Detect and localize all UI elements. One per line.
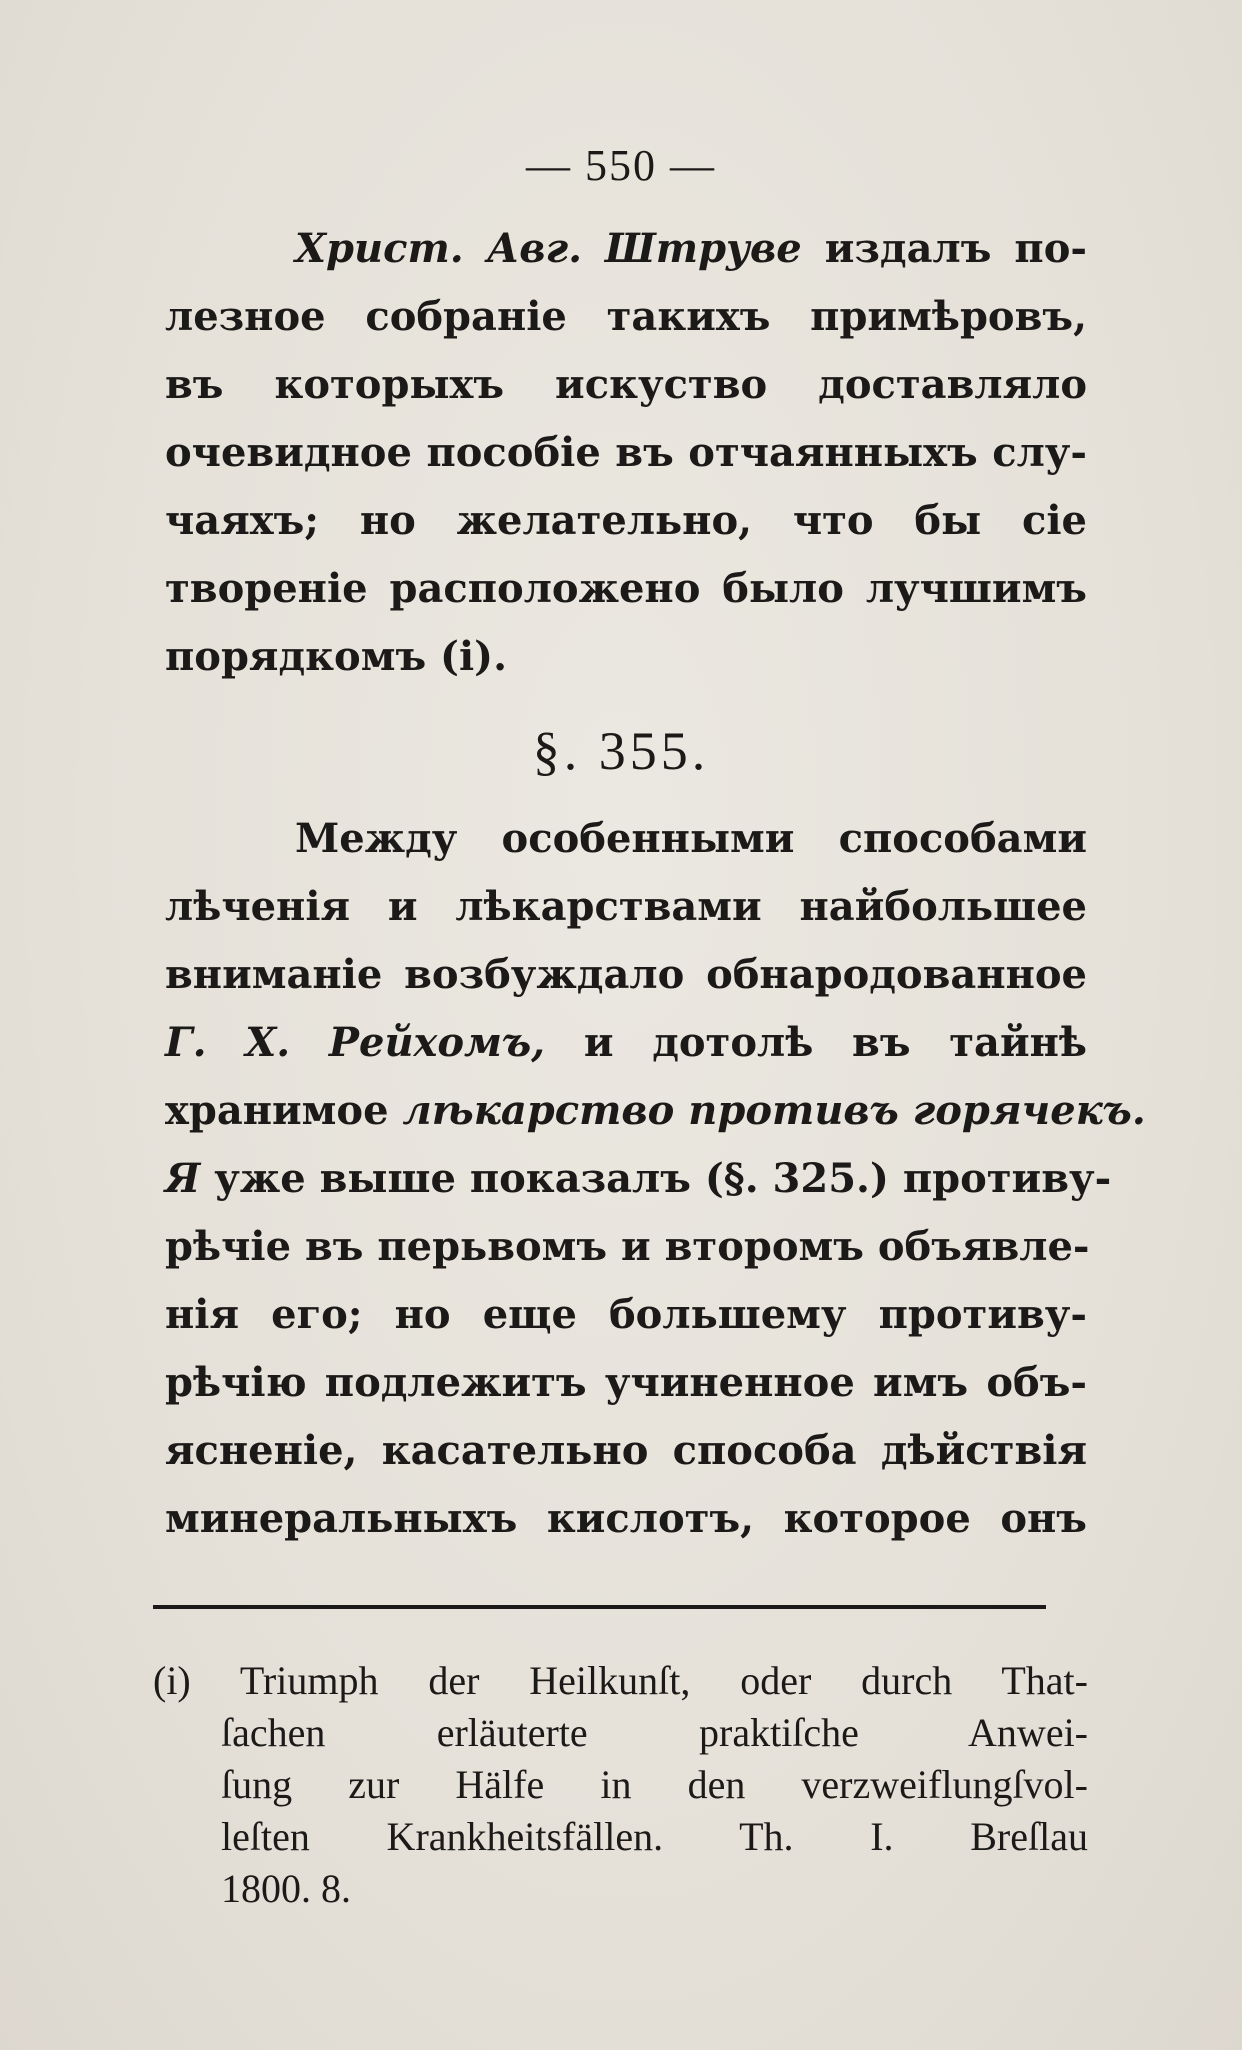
- paragraph-line: Между особенными способами: [295, 815, 1087, 862]
- paragraph-line: рѣчію подлежитъ учиненное имъ объ-: [165, 1359, 1087, 1406]
- paragraph-line: ясненіе, касательно способа дѣйствія: [165, 1427, 1087, 1474]
- footnote: [153, 1655, 1088, 1915]
- paragraph-line: чаяхъ; но желательно, что бы сіе: [165, 497, 1087, 544]
- paragraph-line: [165, 1009, 1087, 1077]
- person-name: Г. Х. Рейхомъ,: [165, 1019, 546, 1066]
- paragraph-line: въ которыхъ искуство доставляло: [165, 361, 1087, 408]
- paragraph-2: [165, 805, 1146, 1553]
- paragraph-line: твореніе расположено было лучшимъ: [165, 565, 1087, 612]
- paragraph-line: минеральныхъ кислотъ, которое онъ: [165, 1495, 1087, 1542]
- paragraph-line: порядкомъ (i).: [165, 633, 508, 680]
- paragraph-line: [165, 1145, 1112, 1213]
- remedy-name: лѣкарство противъ горячекъ.: [402, 1087, 1146, 1134]
- paragraph-1: [165, 215, 1087, 691]
- paragraph-line: [165, 215, 1087, 283]
- page-number: — 550 —: [526, 141, 716, 190]
- footnote-divider: [153, 1605, 1046, 1609]
- line-text: и дотолѣ въ тайнѣ: [583, 1019, 1088, 1066]
- footnote-line: ſung zur Hälfe in den verzweiflungſvol-: [221, 1762, 1088, 1807]
- author-name: Христ. Авг. Штруве: [295, 225, 802, 272]
- paragraph-line: рѣчіе въ перьвомъ и второмъ объявле-: [165, 1223, 1090, 1270]
- paragraph-line: нія его; но еще большему противу-: [165, 1291, 1087, 1338]
- paragraph-line: лѣченія и лѣкарствами найбольшее: [165, 883, 1087, 930]
- paragraph-line: лезное собраніе такихъ примѣровъ,: [165, 293, 1087, 340]
- line-text: Я: [165, 1155, 201, 1202]
- line-text: уже выше показалъ (§. 325.) противу-: [214, 1155, 1112, 1202]
- line-text: издалъ по-: [824, 225, 1087, 272]
- paragraph-line: очевидное пособіе въ отчаянныхъ слу-: [165, 429, 1087, 476]
- paragraph-line: [165, 1077, 1146, 1145]
- section-heading: §. 355.: [532, 721, 710, 781]
- footnote-line: ſachen erläuterte praktiſche Anwei-: [221, 1710, 1088, 1755]
- footnote-line: 1800. 8.: [221, 1866, 351, 1911]
- paragraph-line: вниманіе возбуждало обнародованное: [165, 951, 1087, 998]
- line-text: хранимое: [165, 1087, 389, 1134]
- footnote-line: leſten Krankheitsfällen. Th. I. Breſlau: [221, 1814, 1088, 1859]
- footnote-line: (i) Triumph der Heilkunſt, oder durch That-: [153, 1658, 1088, 1703]
